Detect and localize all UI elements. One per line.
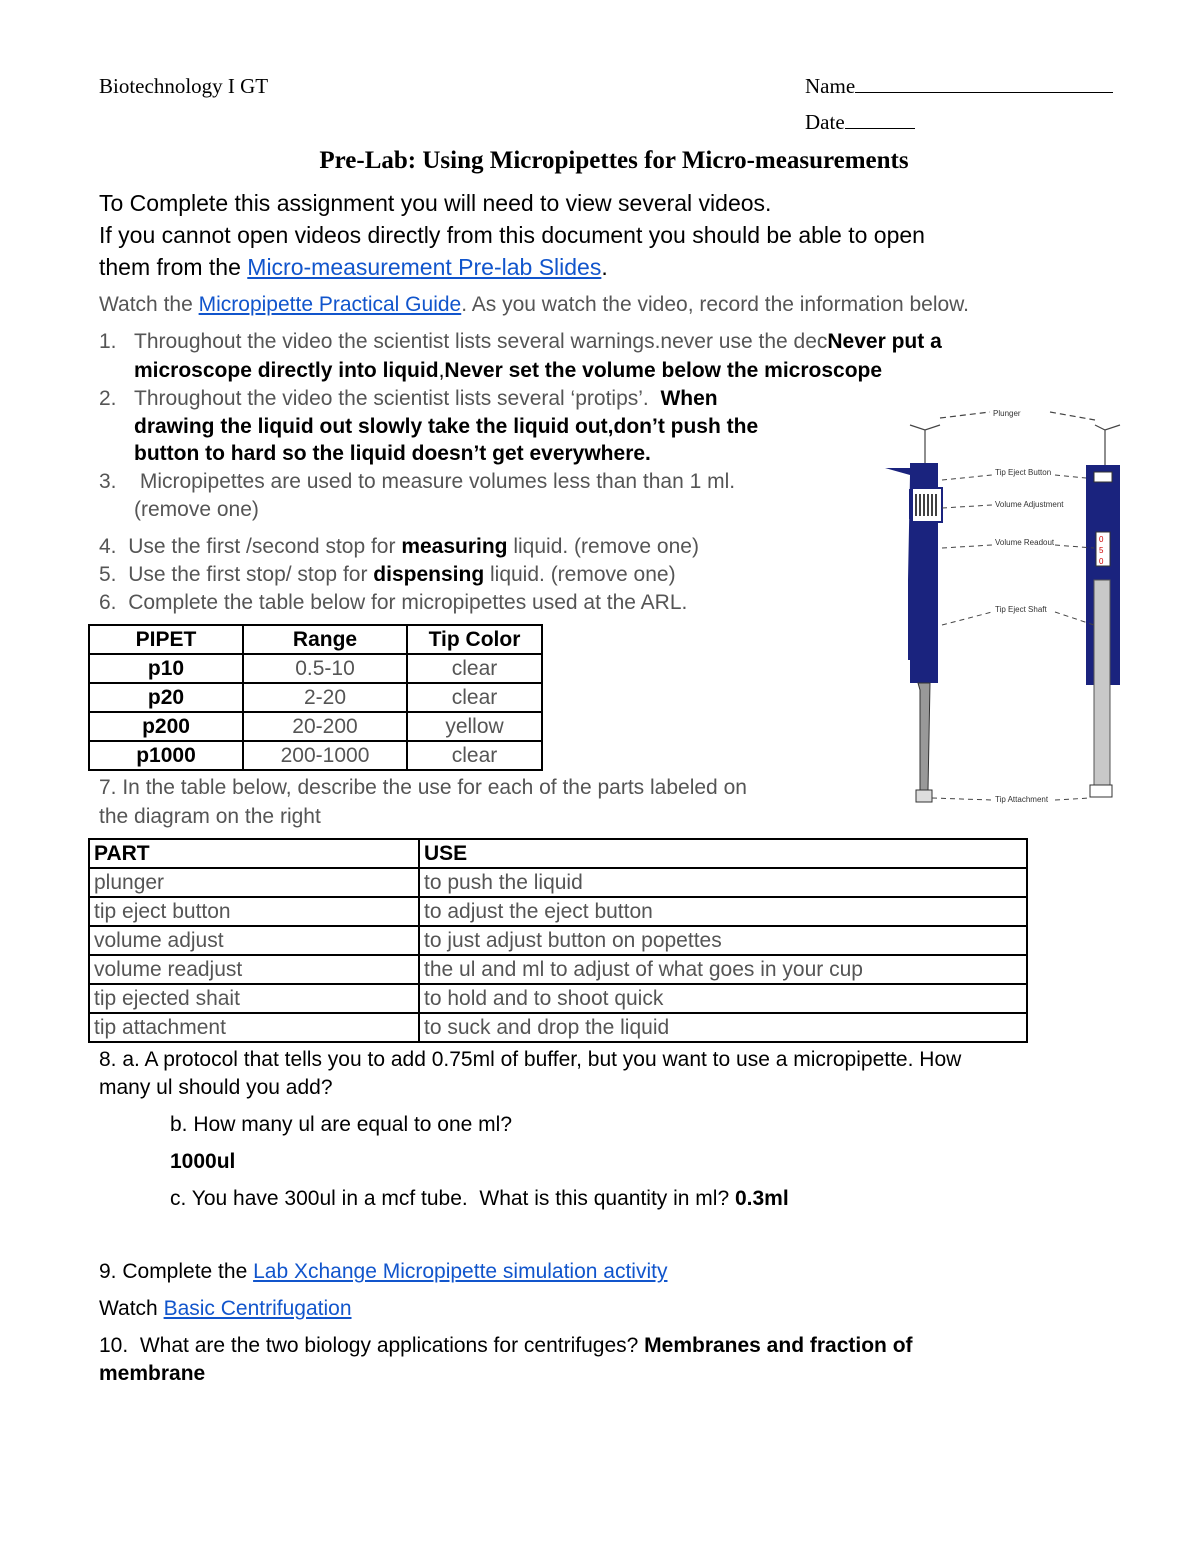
right-tip [1090, 785, 1112, 797]
q1-line-1 [134, 328, 942, 356]
table-row [89, 926, 1027, 955]
intro-line-2: If you cannot open videos directly from this document you should be able to open [99, 222, 925, 248]
name-field[interactable] [805, 74, 1113, 99]
intro-line-1: To Complete this assignment you will need to view several videos. [99, 190, 772, 216]
q1-answer-2a: microscope directly into liquid [134, 359, 439, 382]
range-cell[interactable]: 0.5-10 [243, 654, 407, 683]
intro-line-3 [99, 251, 608, 283]
q2-line-1 [134, 385, 718, 413]
q10-prefix: 10. What are the two biology applications for centrifuges? [99, 1334, 645, 1357]
table-row [89, 1013, 1027, 1042]
question-2 [0, 385, 850, 475]
col-part: PART [89, 839, 419, 868]
left-shaft [918, 683, 930, 798]
date-field[interactable] [805, 110, 915, 135]
label-volume-readout: Volume Readout [995, 538, 1055, 547]
q7-line-1: 7. In the table below, describe the use for each of the parts labeled on [99, 776, 747, 799]
pipet-table-header [89, 625, 542, 654]
table-row [89, 654, 542, 683]
label-tip-attachment: Tip Attachment [995, 795, 1049, 804]
intro-line-3-prefix: them from the [99, 254, 248, 280]
table-row [89, 683, 542, 712]
part-cell: volume adjust [89, 926, 419, 955]
watch-guide-line [99, 291, 969, 319]
q8-c-answer[interactable]: 0.3ml [734, 1187, 789, 1210]
intro-line-3-suffix: . [601, 254, 608, 280]
question-10 [99, 1332, 913, 1360]
micropipette-diagram [880, 400, 1150, 820]
q8-a-line-1: 8. a. A protocol that tells you to add 0.75ml of buffer, but you want to use a micropipette. How [99, 1048, 962, 1071]
table-row [89, 955, 1027, 984]
label-volume-adjust: Volume Adjustment [995, 500, 1064, 509]
q1-comma: , [438, 359, 445, 382]
q4-prefix: Use the first /second stop for [128, 535, 402, 558]
q4-suffix: liquid. (remove one) [507, 535, 699, 558]
q5-bold: dispensing [373, 563, 485, 586]
watch-suffix: . As you watch the video, record the information below. [461, 293, 970, 316]
col-use: USE [419, 839, 1027, 868]
watch-prefix: Watch the [99, 293, 199, 316]
q8-c-text: c. You have 300ul in a mcf tube. What is this quantity in ml? [170, 1187, 735, 1210]
use-cell[interactable]: the ul and ml to adjust of what goes in your cup [419, 955, 1027, 984]
use-cell[interactable]: to just adjust button on popettes [419, 926, 1027, 955]
pipet-cell: p1000 [89, 741, 243, 770]
table-row [89, 868, 1027, 897]
q8-b-answer[interactable]: 1000ul [170, 1150, 236, 1173]
right-shaft [1094, 580, 1110, 795]
q8-c [170, 1185, 789, 1213]
part-cell: plunger [89, 868, 419, 897]
label-plunger: Plunger [993, 409, 1021, 418]
pipet-table [88, 624, 543, 771]
q3-text-2: (remove one) [134, 498, 259, 521]
use-cell[interactable]: to push the liquid [419, 868, 1027, 897]
part-cell: tip eject button [89, 897, 419, 926]
part-cell: tip attachment [89, 1013, 419, 1042]
question-9 [99, 1258, 667, 1286]
q1-number: 1. [99, 330, 117, 353]
digit-2: 5 [1099, 546, 1104, 555]
digit-1: 0 [1099, 535, 1104, 544]
part-cell: volume readjust [89, 955, 419, 984]
right-plunger-top [1095, 425, 1120, 465]
q10-answer-1[interactable]: Membranes and fraction of [644, 1334, 913, 1357]
tip-color-cell[interactable]: yellow [407, 712, 542, 741]
q2-text: Throughout the video the scientist lists several ‘protips’. [134, 387, 661, 410]
q7-line-2: the diagram on the right [99, 805, 321, 828]
practical-guide-link[interactable]: Micropipette Practical Guide [198, 293, 462, 316]
date-label: Date [805, 110, 845, 134]
col-range: Range [243, 625, 407, 654]
use-cell[interactable]: to suck and drop the liquid [419, 1013, 1027, 1042]
tip-color-cell[interactable]: clear [407, 683, 542, 712]
question-4 [99, 533, 699, 561]
question-5 [99, 561, 676, 589]
q4-bold: measuring [401, 535, 508, 558]
q4-number: 4. [99, 535, 117, 558]
q9-prefix: 9. Complete the [99, 1260, 254, 1283]
page-title: Pre-Lab: Using Micropipettes for Micro-measurements [319, 147, 909, 174]
q1-answer-1: Never put a [827, 330, 942, 353]
q3-text: Micropipettes are used to measure volumes less than than 1 ml. [134, 470, 736, 493]
slides-link[interactable]: Micro-measurement Pre-lab Slides [247, 254, 602, 280]
course-name: Biotechnology I GT [99, 74, 269, 98]
range-cell[interactable]: 20-200 [243, 712, 407, 741]
centrifugation-link[interactable]: Basic Centrifugation [163, 1297, 352, 1320]
name-label: Name [805, 74, 856, 98]
q8-b: b. How many ul are equal to one ml? [170, 1113, 513, 1136]
watch-centrifugation [99, 1295, 352, 1323]
range-cell[interactable]: 2-20 [243, 683, 407, 712]
parts-table [88, 838, 1028, 1043]
q1-answer-2c: Never set the volume below the microscope [444, 359, 883, 382]
q5-suffix: liquid. (remove one) [484, 563, 676, 586]
question-1 [0, 328, 1200, 388]
pipet-cell: p200 [89, 712, 243, 741]
left-tip [916, 790, 932, 802]
part-cell: tip ejected shait [89, 984, 419, 1013]
q1-line-2 [134, 357, 882, 385]
q6-number: 6. [99, 591, 117, 614]
col-tip-color: Tip Color [407, 625, 542, 654]
q2-answer-3: button to hard so the liquid doesn’t get everywhere. [134, 442, 651, 465]
pipet-cell: p20 [89, 683, 243, 712]
q10-answer-2[interactable]: membrane [99, 1362, 206, 1385]
q8-a-line-2: many ul should you add? [99, 1076, 333, 1099]
question-6 [99, 589, 687, 617]
col-pipet: PIPET [89, 625, 243, 654]
question-3 [0, 468, 850, 528]
parts-table-header [89, 839, 1027, 868]
lab-xchange-link[interactable]: Lab Xchange Micropipette simulation activity [253, 1260, 668, 1283]
table-row [89, 741, 542, 770]
q5-number: 5. [99, 563, 117, 586]
range-cell[interactable]: 200-1000 [243, 741, 407, 770]
q6-text: Complete the table below for micropipettes used at the ARL. [128, 591, 688, 614]
label-tip-eject: Tip Eject Button [995, 468, 1052, 477]
digit-3: 0 [1099, 557, 1104, 566]
table-row [89, 897, 1027, 926]
table-row [89, 984, 1027, 1013]
q2-number: 2. [99, 387, 117, 410]
q3-number: 3. [99, 470, 117, 493]
label-tip-shaft: Tip Eject Shaft [995, 605, 1047, 614]
q2-answer-2: drawing the liquid out slowly take the liquid out,don’t push the [134, 415, 759, 438]
tip-color-cell[interactable]: clear [407, 654, 542, 683]
use-cell[interactable]: to adjust the eject button [419, 897, 1027, 926]
left-plunger-top [910, 425, 940, 465]
q5-prefix: Use the first stop/ stop for [128, 563, 374, 586]
table-row [89, 712, 542, 741]
watch2-prefix: Watch [99, 1297, 164, 1320]
tip-color-cell[interactable]: clear [407, 741, 542, 770]
pipet-cell: p10 [89, 654, 243, 683]
use-cell[interactable]: to hold and to shoot quick [419, 984, 1027, 1013]
q2-answer-1: When [660, 387, 718, 410]
q1-text: Throughout the video the scientist lists several warnings.never use the dec [134, 330, 828, 353]
